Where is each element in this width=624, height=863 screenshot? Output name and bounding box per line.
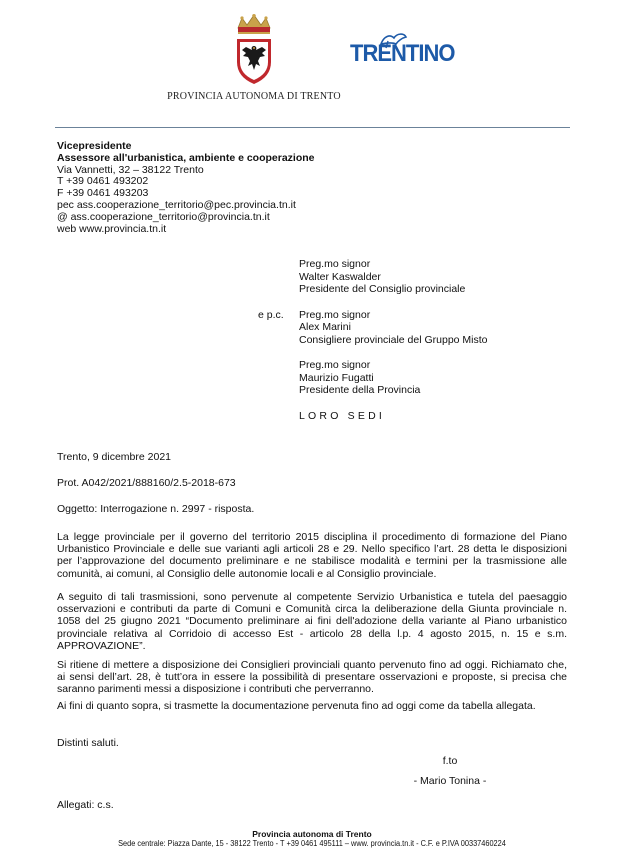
- paragraph-1: La legge provinciale per il governo del territorio 2015 disciplina il procedimento di formazione del Piano Urbanistico Provinciale e delle sue varianti agli articoli 28 e 29. Nello specifico l’art. 28 detta le disposizioni per l’approvazione del documento preliminare e ne stabilisce modalità e termini per la trasmissione alle comunità, ai comuni, al Consiglio delle autonomie locali e al Consiglio provinciale.: [57, 531, 567, 580]
- recipient-primary: [258, 258, 558, 296]
- paragraph-4: Ai fini di quanto sopra, si trasmette la documentazione pervenuta fino ad oggi come da tabella allegata.: [57, 700, 536, 712]
- paragraph-2: A seguito di tali trasmissioni, sono pervenute al competente Servizio Urbanistica e tutela del paesaggio osservazioni e contributi da parte di Comuni e Comunità circa la deliberazione della Giunta provinciale n. 1058 del 25 giugno 2021 “Documento preliminare ai fini dell'adozione della variante al Piano urbanistico provinciale relativa al Corridoio di accesso Est - articolo 28 della l.p. 4 agosto 2015, n. 15 e s.m. APPROVAZIONE”.: [57, 591, 567, 652]
- recipient-title: Presidente del Consiglio provinciale: [299, 283, 466, 295]
- recipient-salutation: Preg.mo signor: [299, 308, 371, 321]
- recipients-block: [258, 258, 558, 423]
- cc-label: e p.c.: [258, 308, 284, 321]
- sender-block: [57, 141, 377, 235]
- recipient-name: Alex Marini: [299, 321, 351, 333]
- sender-office: Assessore all'urbanistica, ambiente e cooperazione: [57, 151, 315, 164]
- letter-date: Trento, 9 dicembre 2021: [57, 451, 172, 463]
- recipient-name: Walter Kaswalder: [299, 270, 381, 283]
- recipient-cc-2: [258, 359, 558, 397]
- sender-fax: F +39 0461 493203: [57, 187, 149, 200]
- recipient-name: Maurizio Fugatti: [299, 371, 374, 384]
- sender-web: web www.provincia.tn.it: [57, 222, 167, 235]
- paragraph-3: Si ritiene di mettere a disposizione dei Consiglieri provinciali quanto pervenuto fino ad oggi. Richiamato che, ai sensi dell’art. 28, è tutt’ora in essere la possibilità di presentare osservazioni e proposte, si precisa che saranno parimenti messi a disposizione i contributi che perverranno.: [57, 659, 567, 696]
- signature-block: [380, 755, 520, 795]
- footer-details: Sede centrale: Piazza Dante, 15 - 38122 Trento - T +39 0461 495111 – www. provincia.tn.it - C.F. e P.IVA 00337460224: [118, 839, 506, 848]
- loro-sedi: LORO SEDI: [299, 409, 385, 422]
- recipient-salutation: Preg.mo signor: [299, 359, 371, 371]
- greeting: Distinti saluti.: [57, 737, 119, 749]
- recipient-title: Consigliere provinciale del Gruppo Misto: [299, 333, 488, 346]
- recipient-cc-1: [258, 309, 558, 347]
- sender-pec: pec ass.cooperazione_territorio@pec.provincia.tn.it: [57, 198, 296, 211]
- brand-logo-text: TRENTINO: [350, 38, 455, 67]
- letter-subject: Oggetto: Interrogazione n. 2997 - risposta.: [57, 503, 255, 515]
- recipient-title: Presidente della Provincia: [299, 384, 421, 396]
- footer: [60, 829, 564, 849]
- sender-email: @ ass.cooperazione_territorio@provincia.tn.it: [57, 210, 270, 223]
- sender-address: Via Vannetti, 32 – 38122 Trento: [57, 163, 204, 176]
- sender-phone: T +39 0461 493202: [57, 175, 149, 188]
- signature-name: - Mario Tonina -: [413, 775, 487, 787]
- trentino-logo-icon: [350, 32, 460, 74]
- recipient-salutation: Preg.mo signor: [299, 258, 371, 270]
- attachments: Allegati: c.s.: [57, 799, 114, 811]
- footer-title: Provincia autonoma di Trento: [252, 829, 372, 839]
- signature-prefix: f.to: [442, 755, 458, 767]
- letter-protocol: Prot. A042/2021/888160/2.5-2018-673: [57, 477, 236, 489]
- header-divider: [55, 127, 570, 128]
- coat-of-arms-icon: [232, 14, 276, 86]
- province-name: PROVINCIA AUTONOMA DI TRENTO: [167, 91, 341, 102]
- sender-role: Vicepresidente: [57, 140, 132, 152]
